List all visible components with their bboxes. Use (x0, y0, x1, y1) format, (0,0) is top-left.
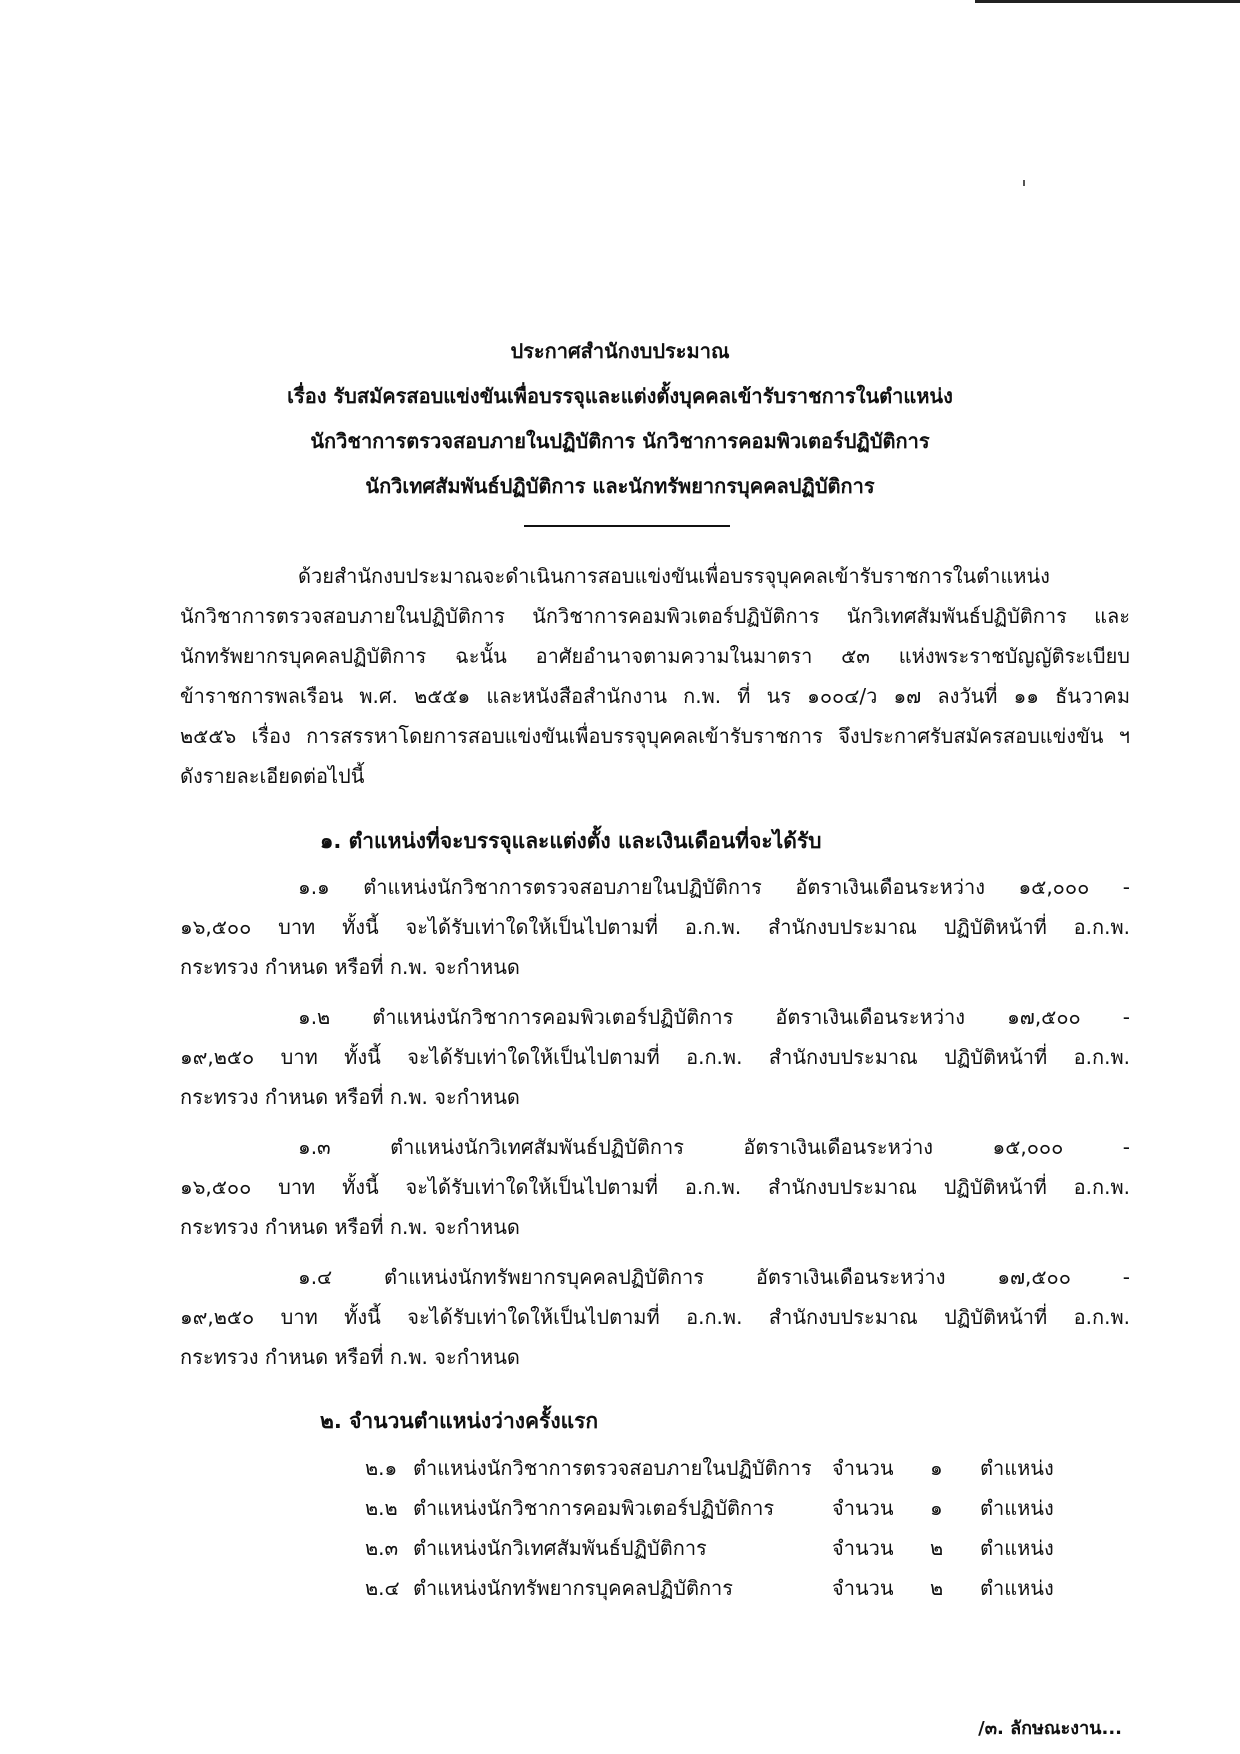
intro-paragraph (180, 556, 1130, 796)
vacancy-list (365, 1448, 1085, 1608)
intro-line: นักทรัพยากรบุคคลปฏิบัติการ ฉะนั้น อาศัยอำนาจตามความในมาตรา ๕๓ แห่งพระราชบัญญัติระเบียบ (180, 644, 1130, 668)
position-line: ๑.๓ ตำแหน่งนักวิเทศสัมพันธ์ปฏิบัติการ อัตราเงินเดือนระหว่าง ๑๕,๐๐๐ - (298, 1135, 1130, 1159)
vacancy-row (365, 1528, 1085, 1568)
announcement-title: ประกาศสำนักงบประมาณ (510, 339, 730, 363)
position-line: กระทรวง กำหนด หรือที่ ก.พ. จะกำหนด (180, 1215, 520, 1239)
position-line: ๑๖,๕๐๐ บาท ทั้งนี้ จะได้รับเท่าใดให้เป็นไปตามที่ อ.ก.พ. สำนักงบประมาณ ปฏิบัติหน้าที่ อ.ก.พ. (180, 915, 1130, 939)
vacancy-number: ๒.๔ (365, 1576, 400, 1600)
intro-line: ๒๕๕๖ เรื่อง การสรรหาโดยการสอบแข่งขันเพื่อบรรจุบุคคลเข้ารับราชการ จึงประกาศรับสมัครสอบแข่งขัน ฯ (180, 724, 1130, 748)
vacancy-unit-label: จำนวน (832, 1536, 894, 1560)
announcement-subject: เรื่อง รับสมัครสอบแข่งขันเพื่อบรรจุและแต่งตั้งบุคคลเข้ารับราชการในตำแหน่ง (287, 384, 953, 408)
vacancy-row (365, 1568, 1085, 1608)
vacancy-count-word: ตำแหน่ง (980, 1576, 1054, 1600)
vacancy-count: ๑ (930, 1456, 943, 1480)
vacancy-number: ๒.๑ (365, 1456, 398, 1480)
vacancy-count: ๒ (930, 1536, 944, 1560)
position-line: ๑๙,๒๕๐ บาท ทั้งนี้ จะได้รับเท่าใดให้เป็นไปตามที่ อ.ก.พ. สำนักงบประมาณ ปฏิบัติหน้าที่ อ.ก.พ. (180, 1045, 1130, 1069)
page-continuation-marker: /๓. ลักษณะงาน... (978, 1718, 1122, 1739)
position-line: ๑.๒ ตำแหน่งนักวิชาการคอมพิวเตอร์ปฏิบัติการ อัตราเงินเดือนระหว่าง ๑๗,๕๐๐ - (298, 1005, 1130, 1029)
vacancy-number: ๒.๒ (365, 1496, 398, 1520)
vacancy-count-word: ตำแหน่ง (980, 1536, 1054, 1560)
position-line: ๑๖,๕๐๐ บาท ทั้งนี้ จะได้รับเท่าใดให้เป็นไปตามที่ อ.ก.พ. สำนักงบประมาณ ปฏิบัติหน้าที่ อ.ก.พ. (180, 1175, 1130, 1199)
vacancy-row (365, 1448, 1085, 1488)
position-1-2 (180, 997, 1130, 1117)
position-1-3 (180, 1127, 1130, 1247)
intro-line: ข้าราชการพลเรือน พ.ศ. ๒๕๕๑ และหนังสือสำนักงาน ก.พ. ที่ นร ๑๐๐๔/ว ๑๗ ลงวันที่ ๑๑ ธันวาคม (180, 684, 1130, 708)
vacancy-position: ตำแหน่งนักทรัพยากรบุคคลปฏิบัติการ (413, 1576, 734, 1600)
position-1-1 (180, 867, 1130, 987)
intro-line: ด้วยสำนักงบประมาณจะดำเนินการสอบแข่งขันเพื่อบรรจุบุคคลเข้ารับราชการในตำแหน่ง (298, 564, 1050, 588)
position-line: กระทรวง กำหนด หรือที่ ก.พ. จะกำหนด (180, 1345, 520, 1369)
title-underline (524, 525, 730, 527)
vacancy-unit-label: จำนวน (832, 1456, 894, 1480)
position-line: ๑๙,๒๕๐ บาท ทั้งนี้ จะได้รับเท่าใดให้เป็นไปตามที่ อ.ก.พ. สำนักงบประมาณ ปฏิบัติหน้าที่ อ.ก.พ. (180, 1305, 1130, 1329)
vacancy-count-word: ตำแหน่ง (980, 1456, 1054, 1480)
position-1-4 (180, 1257, 1130, 1377)
position-line: กระทรวง กำหนด หรือที่ ก.พ. จะกำหนด (180, 1085, 520, 1109)
vacancy-position: ตำแหน่งนักวิชาการคอมพิวเตอร์ปฏิบัติการ (413, 1496, 775, 1520)
vacancy-count: ๑ (930, 1496, 943, 1520)
vacancy-count: ๒ (930, 1576, 944, 1600)
vacancy-unit-label: จำนวน (832, 1576, 894, 1600)
section-2-heading: ๒. จำนวนตำแหน่งว่างครั้งแรก (320, 1409, 599, 1433)
vacancy-row (365, 1488, 1085, 1528)
vacancy-count-word: ตำแหน่ง (980, 1496, 1054, 1520)
announcement-subject-positions-2: นักวิเทศสัมพันธ์ปฏิบัติการ และนักทรัพยากรบุคคลปฏิบัติการ (365, 474, 875, 498)
vacancy-unit-label: จำนวน (832, 1496, 894, 1520)
vacancy-position: ตำแหน่งนักวิเทศสัมพันธ์ปฏิบัติการ (413, 1536, 707, 1560)
position-line: ๑.๑ ตำแหน่งนักวิชาการตรวจสอบภายในปฏิบัติการ อัตราเงินเดือนระหว่าง ๑๕,๐๐๐ - (298, 875, 1130, 899)
vacancy-number: ๒.๓ (365, 1536, 399, 1560)
section-1-heading: ๑. ตำแหน่งที่จะบรรจุและแต่งตั้ง และเงินเดือนที่จะได้รับ (320, 829, 822, 853)
position-line: กระทรวง กำหนด หรือที่ ก.พ. จะกำหนด (180, 955, 520, 979)
announcement-subject-positions-1: นักวิชาการตรวจสอบภายในปฏิบัติการ นักวิชาการคอมพิวเตอร์ปฏิบัติการ (310, 429, 930, 453)
intro-line: นักวิชาการตรวจสอบภายในปฏิบัติการ นักวิชาการคอมพิวเตอร์ปฏิบัติการ นักวิเทศสัมพันธ์ปฏิบัติการ และ (180, 604, 1130, 628)
position-line: ๑.๔ ตำแหน่งนักทรัพยากรบุคคลปฏิบัติการ อัตราเงินเดือนระหว่าง ๑๗,๕๐๐ - (298, 1265, 1130, 1289)
vacancy-position: ตำแหน่งนักวิชาการตรวจสอบภายในปฏิบัติการ (413, 1456, 812, 1480)
intro-line: ดังรายละเอียดต่อไปนี้ (180, 764, 365, 788)
